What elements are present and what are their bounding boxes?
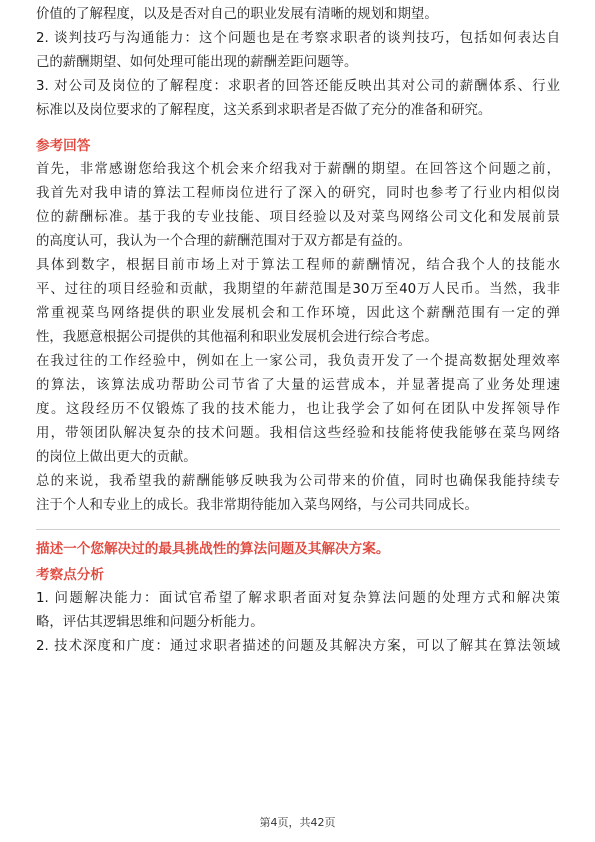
paragraph-line: 位的薪酬标准。基于我的专业技能、项目经验以及对菜鸟网络公司文化和发展前景 xyxy=(36,210,560,225)
paragraph-line: 的算法，该算法成功帮助公司节省了大量的运营成本，并显著提高了业务处理速 xyxy=(36,378,560,393)
paragraph-line: 性，我愿意根据公司提供的其他福利和职业发展机会进行综合考虑。 xyxy=(36,330,438,345)
reference-paragraph xyxy=(36,350,560,470)
analysis-line: 1. 问题解决能力：面试官希望了解求职者面对复杂算法问题的处理方式和解决策 xyxy=(36,591,560,606)
intro-line: 3. 对公司及岗位的了解程度：求职者的回答还能反映出其对公司的薪酬体系、行业 xyxy=(36,79,560,94)
paragraph-line: 的岗位上做出更大的贡献。 xyxy=(36,450,197,465)
intro-line: 己的薪酬期望、如何处理可能出现的薪酬差距问题等。 xyxy=(36,55,358,70)
section-divider xyxy=(36,529,560,530)
intro-line: 价值的了解程度，以及是否对自己的职业发展有清晰的规划和期望。 xyxy=(36,7,438,22)
analysis-block xyxy=(36,587,560,659)
paragraph-line: 在我过往的工作经验中，例如在上一家公司，我负责开发了一个提高数据处理效率 xyxy=(36,354,560,369)
paragraph-line: 我首先对我申请的算法工程师岗位进行了深入的研究，同时也参考了行业内相似岗 xyxy=(36,186,560,201)
page-number: 第4页，共42页 xyxy=(259,816,336,829)
paragraph-line: 的高度认可，我认为一个合理的薪酬范围对于双方都是有益的。 xyxy=(36,234,411,249)
document-page xyxy=(36,0,560,659)
reference-paragraph xyxy=(36,158,560,254)
paragraph-line: 常重视菜鸟网络提供的职业发展机会和工作环境，因此这个薪酬范围有一定的弹 xyxy=(36,306,560,321)
intro-line: 2. 谈判技巧与沟通能力：这个问题也是在考察求职者的谈判技巧，包括如何表达自 xyxy=(36,31,560,46)
paragraph-line: 注于个人和专业上的成长。我非常期待能加入菜鸟网络，与公司共同成长。 xyxy=(36,498,478,513)
intro-block xyxy=(36,3,560,123)
intro-line: 标准以及岗位要求的了解程度，这关系到求职者是否做了充分的准备和研究。 xyxy=(36,103,492,118)
analysis-line: 2. 技术深度和广度：通过求职者描述的问题及其解决方案，可以了解其在算法领域 xyxy=(36,639,560,654)
paragraph-line: 具体到数字，根据目前市场上对于算法工程师的薪酬情况，结合我个人的技能水 xyxy=(36,258,560,273)
paragraph-line: 度。这段经历不仅锻炼了我的技术能力，也让我学会了如何在团队中发挥领导作 xyxy=(36,402,560,417)
analysis-line: 略，评估其逻辑思维和问题分析能力。 xyxy=(36,615,264,630)
analysis-heading: 考察点分析 xyxy=(36,567,104,583)
reference-paragraph xyxy=(36,470,560,518)
paragraph-line: 首先，非常感谢您给我这个机会来介绍我对于薪酬的期望。在回答这个问题之前， xyxy=(36,162,560,177)
question-title: 描述一个您解决过的最具挑战性的算法问题及其解决方案。 xyxy=(36,541,390,557)
paragraph-line: 平、过往的项目经验和贡献，我期望的年薪范围是30万至40万人民币。当然，我非 xyxy=(36,282,560,297)
paragraph-line: 用，带领团队解决复杂的技术问题。我相信这些经验和技能将使我能够在菜鸟网络 xyxy=(36,426,560,441)
reference-heading: 参考回答 xyxy=(36,138,91,154)
paragraph-line: 总的来说，我希望我的薪酬能够反映我为公司带来的价值，同时也确保我能持续专 xyxy=(36,474,560,489)
reference-paragraph xyxy=(36,254,560,350)
